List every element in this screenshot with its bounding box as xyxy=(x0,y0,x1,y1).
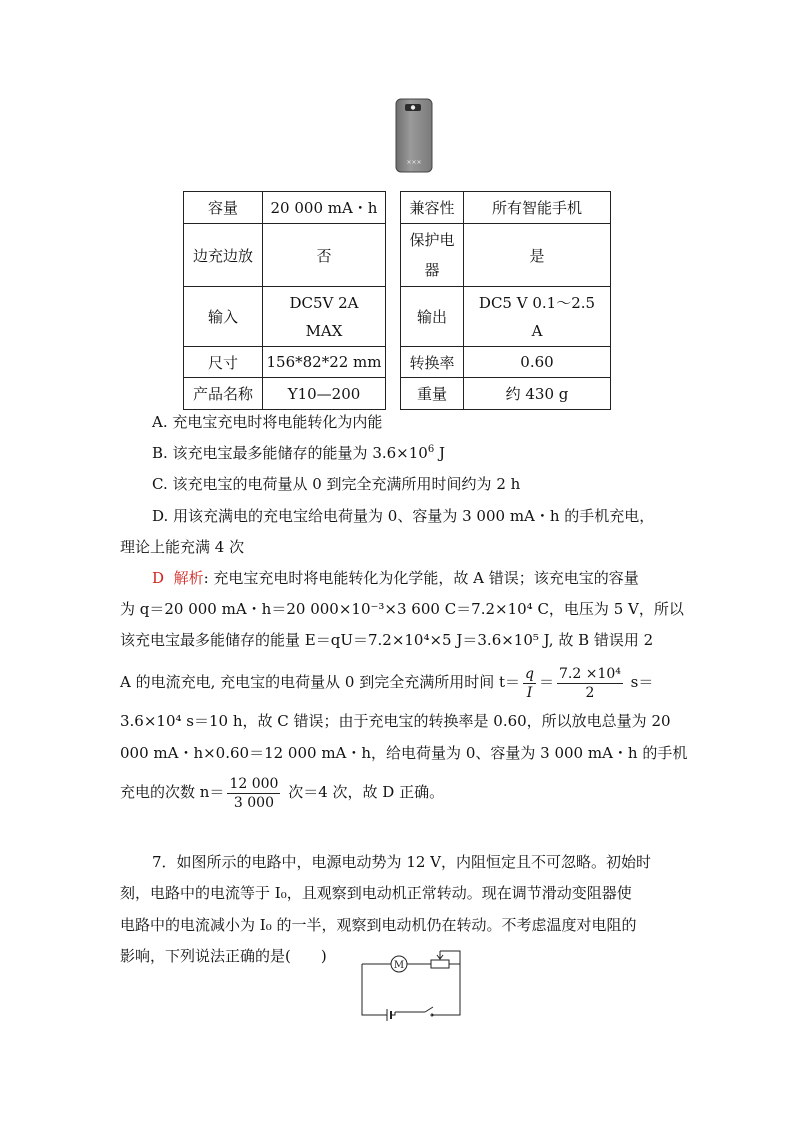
table-cell: 输出 xyxy=(401,287,464,347)
question7-line1: 7．如图所示的电路中，电源电动势为 12 V，内阻恒定且不可忽略。初始时 xyxy=(152,853,652,871)
table-row xyxy=(184,287,611,347)
table-cell: DC5V 2A MAX xyxy=(263,287,386,347)
rheostat-icon xyxy=(431,960,449,968)
table-cell: 是 xyxy=(464,224,611,287)
table-row xyxy=(184,192,611,224)
table-cell: 容量 xyxy=(184,192,263,224)
table-cell: Y10—200 xyxy=(263,378,386,410)
option-a: A. 充电宝充电时将电能转化为内能 xyxy=(152,413,383,431)
option-b: B. 该充电宝最多能储存的能量为 $3.6\times 10^6$ J xyxy=(152,444,445,462)
option-c: C. 该充电宝的电荷量从 0 到完全充满所用时间约为 2 h xyxy=(152,475,521,493)
fraction: $\frac{q}{I}$ xyxy=(525,665,534,701)
table-cell: 否 xyxy=(263,224,386,287)
device-label: ××× xyxy=(406,159,422,166)
table-row xyxy=(184,378,611,410)
question7-line2: 刻，电路中的电流等于 I₀，且观察到电动机正常转动。现在调节滑动变阻器使 xyxy=(120,884,632,902)
motor-label: M xyxy=(393,960,405,971)
spec-table xyxy=(183,191,611,410)
analysis-tag: 解析 xyxy=(173,569,204,587)
analysis-line3: 该充电宝最多能储存的能量 E＝qU＝7.2×10⁴×5 J＝3.6×10⁵ J, 故 B 错误用 2 xyxy=(120,631,654,649)
table-cell: 兼容性 xyxy=(401,192,464,224)
question7-line3: 电路中的电流减小为 I₀ 的一半，观察到电动机仍在转动。不考虑温度对电阻的 xyxy=(120,916,637,934)
analysis-line1: D 解析: 充电宝充电时将电能转化为化学能，故 A 错误；该充电宝的容量 xyxy=(152,569,639,587)
table-cell: 保护电器 xyxy=(401,224,464,287)
table-cell: 产品名称 xyxy=(184,378,263,410)
analysis-line4: A 的电流充电, 充电宝的电荷量从 0 到完全充满所用时间 t＝ $\frac{q}{I}$ ＝ $\frac{\text{7.2 ×10⁴}}{2}$ s＝ xyxy=(120,665,654,701)
fraction: $\frac{12 000}{3 000}$ xyxy=(229,775,279,811)
table-cell: 20 000 mA・h xyxy=(263,192,386,224)
power-bank-image xyxy=(395,98,433,173)
table-cell: 转换率 xyxy=(401,347,464,378)
table-cell: DC5 V 0.1～2.5 A xyxy=(464,287,611,347)
table-cell: 156*82*22 mm xyxy=(263,347,386,378)
question7-line4: 影响，下列说法正确的是( ) xyxy=(120,947,327,965)
table-row xyxy=(184,224,611,287)
option-d-line2: 理论上能充满 4 次 xyxy=(120,538,245,556)
analysis-line5: 3.6×10⁴ s＝10 h，故 C 错误；由于充电宝的转换率是 0.60，所以放电总量为 20 xyxy=(120,712,671,730)
answer-letter: D xyxy=(152,569,165,587)
table-cell: 边充边放 xyxy=(184,224,263,287)
table-row xyxy=(184,347,611,378)
fraction: $\frac{\text{7.2 ×10⁴}}{2}$ xyxy=(559,665,621,701)
table-cell: 约 430 g xyxy=(464,378,611,410)
analysis-line6: 000 mA・h×0.60＝12 000 mA・h，给电荷量为 0、容量为 3 000 mA・h 的手机 xyxy=(120,744,688,762)
option-d-line1: D. 用该充满电的充电宝给电荷量为 0、容量为 3 000 mA・h 的手机充电， xyxy=(152,507,655,525)
table-cell: 输入 xyxy=(184,287,263,347)
table-cell: 重量 xyxy=(401,378,464,410)
analysis-line2: 为 q＝20 000 mA・h＝20 000×10⁻³×3 600 C＝7.2×10⁴ C，电压为 5 V，所以 xyxy=(120,600,684,618)
switch-icon xyxy=(425,1007,433,1012)
table-cell: 尺寸 xyxy=(184,347,263,378)
table-cell: 所有智能手机 xyxy=(464,192,611,224)
analysis-line7: 充电的次数 n＝ $\frac{12 000}{3 000}$ 次＝4 次，故 D 正确。 xyxy=(120,775,445,811)
circuit-diagram xyxy=(355,948,475,1026)
table-cell: 0.60 xyxy=(464,347,611,378)
